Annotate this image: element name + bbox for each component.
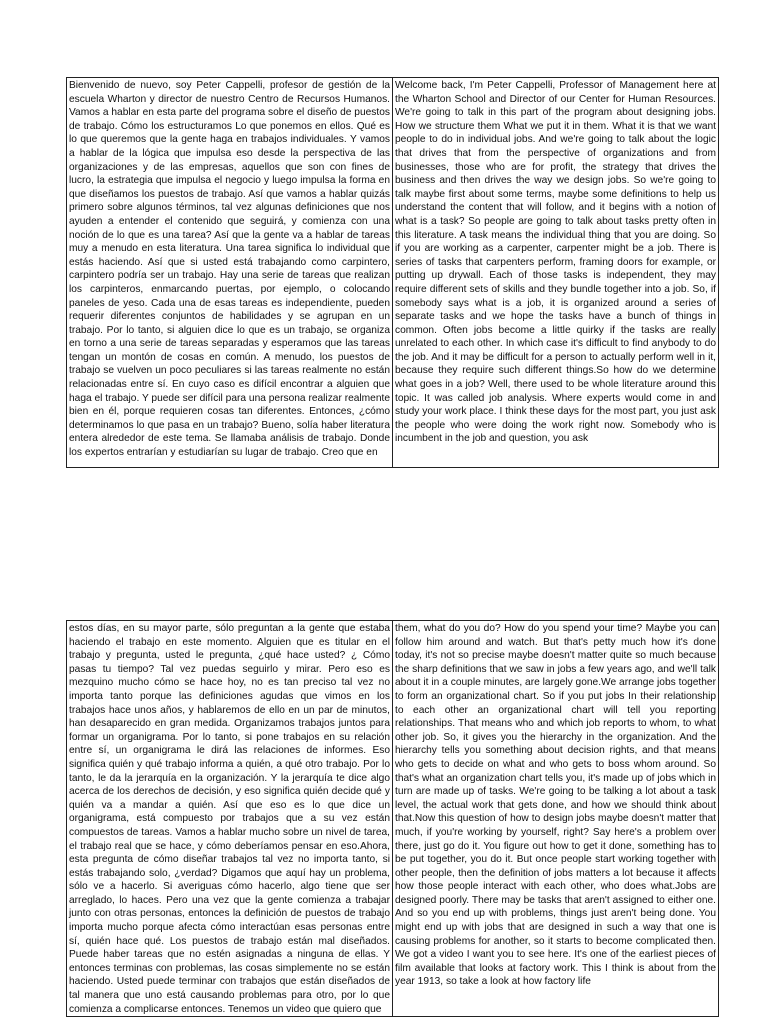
spanish-transcript-cell: Bienvenido de nuevo, soy Peter Cappelli, profesor de gestión de la escuela Wharton y director de nuestro Centro de Recursos Humanos. Vamos a hablar en esta parte del programa sobre el diseño de puestos de trabajo. Cómo los estructuramos Lo que ponemos en ellos. Qué es lo que queremos que la gente haga en trabajos individuales. Y vamos a hablar de la lógica que impulsa eso desde la perspectiva de las organizaciones y de las empresas, aquellos que son con fines de lucro, la estrategia que impulsa el negocio y luego impulsa la forma en que diseñamos los puestos de trabajo. Así que vamos a hablar quizás primero sobre algunos términos, tal vez algunas definiciones que nos ayuden a entender el contenido que seguirá, y comienza con una noción de lo que es una tarea? Así que la gente va a hablar de tareas muy a menudo en esta literatura. Una tarea significa lo individual que estás haciendo. Así que si usted está trabajando como carpintero, carpintero podría ser un trabajo. Hay una serie de tareas que realizan los carpinteros, enmarcando puertas, por ejemplo, o colocando paneles de yeso. Cada una de esas tareas es independiente, pueden requerir diferentes conjuntos de habilidades y se agrupan en un trabajo. Por lo tanto, si alguien dice lo que es un trabajo, se organiza en torno a una serie de tareas separadas y esperamos que las tareas tengan un montón de cosas en común. A menudo, los puestos de trabajo se vuelven un poco peculiares si las tareas realmente no están relacionadas entre sí. En cuyo caso es difícil encontrar a alguien que haga el trabajo. Y puede ser difícil para una persona realizar realmente bien en él, porque requieren cosas tan diferentes. Entonces, ¿cómo determinamos lo que pasa en un trabajo? Bueno, solía haber literatura entera alrededor de este tema. Se llamaba análisis de trabajo. Donde los expertos entrarían y estudiarían su lugar de trabajo. Creo que en <box>67 78 393 468</box>
english-transcript-cell: Welcome back, I'm Peter Cappelli, Professor of Management here at the Wharton School and Director of our Center for Human Resources. We're going to talk in this part of the program about designing jobs. How we structure them What we put it in them. What it is that we want people to do in individual jobs. And we're going to talk about the logic that drives that from the perspective of organizations and from businesses, those who are for profit, the strategy that drives the business and then drives the way we design jobs. So we're going to talk maybe first about some terms, maybe some definitions to help us understand the content that will follow, and it begins with a notion of what is a task? So people are going to talk about tasks pretty often in this literature. A task means the individual thing that you are doing. So if you are working as a carpenter, carpenter might be a job. There is series of tasks that carpenters perform, framing doors for example, or putting up drywall. Each of those tasks is independent, they may require different sets of skills and they bundle together into a job. So, if somebody says what is a job, it is organized around a series of separate tasks and we hope the tasks have a bunch of things in common. Often jobs become a little quirky if the tasks are really unrelated to each other. In which case it's difficult to find anybody to do the job. And it may be difficult for a person to actually perform well in it, because they require such different things.So how do we determine what goes in a job? Well, there used to be whole literature around this topic. It was called job analysis. Where experts would come in and study your work place. I think these days for the most part, you just ask the people who were doing the work right now. Somebody who is incumbent in the job and question, you ask <box>393 78 719 468</box>
spanish-transcript-cell: estos días, en su mayor parte, sólo preguntan a la gente que estaba haciendo el trabajo en este momento. Alguien que es titular en el trabajo y pregunta, usted le pregunta, ¿qué hace usted? ¿ Cómo pasas tu tiempo? Tal vez puedas seguirlo y mirar. Pero eso es mezquino mucho cómo se hace hoy, no es tan preciso tal vez no importa tanto porque las definiciones agudas que vimos en los trabajos hace unos años, y hablaremos de ello en un par de minutos, han desaparecido en gran medida. Organizamos trabajos juntos para formar un organigrama. Por lo tanto, si pone trabajos en su relación entre sí, un organigrama le dirá las relaciones de informes. Eso significa quién y qué trabajo informa a quién, a qué otro trabajo. Por lo tanto, le da la jerarquía en la organización. Y la jerarquía te dice algo acerca de los derechos de decisión, y eso significa quién decide qué y quién va a mandar a quién. Así que eso es lo que dice un organigrama, está compuesto por trabajos que a su vez están compuestos de tareas. Vamos a hablar mucho sobre un nivel de tarea, el trabajo real que se hace, y cómo deberíamos pensar en eso.Ahora, esta pregunta de cómo diseñar trabajos tal vez no importa tanto, si estás trabajando solo, ¿verdad? Digamos que aquí hay un problema, sólo ve a hacerlo. Si averiguas cómo hacerlo, algo tiene que ser arreglado, lo haces. Pero una vez que la gente comienza a trabajar junto con otras personas, entonces la definición de puestos de trabajo importa mucho porque afecta cómo interactúan esas personas entre sí, quién hace qué. Los puestos de trabajo están mal diseñados. Puede haber tareas que no estén asignadas a ninguna de ellas. Y entonces terminas con problemas, las cosas simplemente no se están haciendo. Usted puede terminar con trabajos que están diseñados de tal manera que uno está causando problemas para otro, por lo que comienza a complicarse entonces. Tenemos un video que quiero que <box>67 621 393 1017</box>
transcript-table-page-2 <box>66 620 719 1017</box>
transcript-table-page-1 <box>66 77 719 468</box>
table-row <box>67 621 719 1017</box>
english-transcript-cell: them, what do you do? How do you spend your time? Maybe you can follow him around and watch. But that's petty much how it's done today, it's not so precise maybe doesn't matter quite so much because the sharp definitions that we saw in jobs a few years ago, and we'll talk about it in a couple minutes, are largely gone.We arrange jobs together to form an organizational chart. So if you put jobs In their relationship to each other an organizational chart will tell you reporting relationships. That means who and which job reports to whom, to what other job. So, it gives you the hierarchy in the organization. And the hierarchy tells you something about decision rights, and that means who gets to decide on what and who gets to boss whom around. So that's what an organization chart tells you, it's made up of jobs which in turn are made up of tasks. We're going to be talking a lot about a task level, the actual work that gets done, and how we should think about that.Now this question of how to design jobs maybe doesn't matter that much, if you're working by yourself, right? Say here's a problem over there, just go do it. You figure out how to get it done, something has to be put together, you do it. But once people start working together with other people, then the definition of jobs matters a lot because it affects how those people interact with each other, who does what.Jobs are designed poorly. There may be tasks that aren't assigned to either one. And so you end up with problems, things just aren't being done. You might end up with jobs that are designed in such a way that one is causing problems for another, so it starts to become complicated then. We got a video I want you to see here. It's one of the earliest pieces of film available that looks at factory work. This I think is about from the year 1913, so take a look at how factory life <box>393 621 719 1017</box>
table-row <box>67 78 719 468</box>
